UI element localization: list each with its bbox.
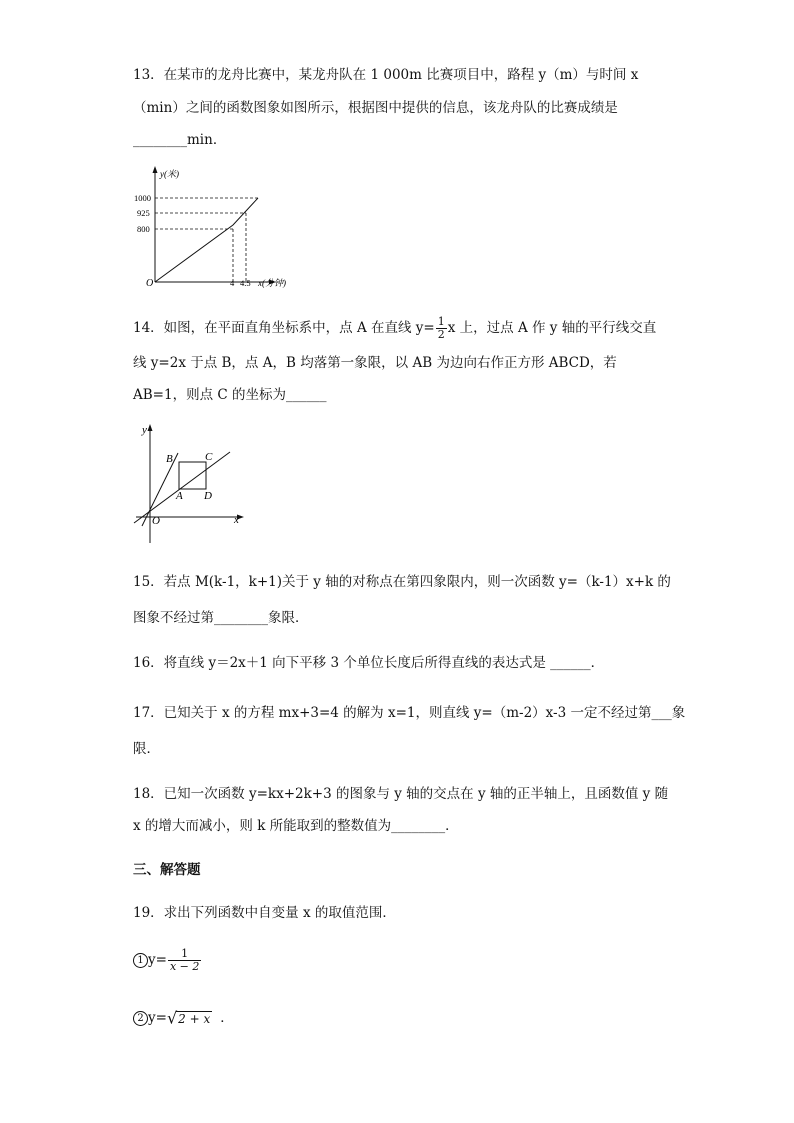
q17-line1: 17．已知关于 x 的方程 mx+3=4 的解为 x=1，则直线 y=（m-2）x-3 一定不经过第___象 [133, 705, 686, 721]
q19-item1-fraction [168, 948, 201, 973]
graph13-y-label: y(米) [160, 169, 179, 179]
q19-item1-frac-num: 1 [168, 948, 201, 961]
q18-line1: 18．已知一次函数 y=kx+2k+3 的图象与 y 轴的交点在 y 轴的正半轴上，且函数值 y 随 [133, 786, 669, 802]
q17-line2: 限． [133, 741, 160, 757]
graph14-point-d: D [204, 490, 212, 502]
q19-line1: 19．求出下列函数中自变量 x 的取值范围． [133, 905, 396, 921]
q19-item2-radicand: 2 + x [178, 1012, 211, 1026]
q14-frac-den: 2 [437, 328, 445, 341]
graph14-point-a: A [176, 490, 183, 502]
graph14-y: y [142, 424, 147, 436]
q14-line2: 线 y=2x 于点 B，点 A，B 均落第一象限，以 AB 为边向右作正方形 ABCD，若 [133, 355, 617, 371]
q19-item2-suffix: ． [220, 1010, 234, 1026]
graph13-tick-4: 4 [230, 278, 235, 288]
q18-line2: x 的增大而减小，则 k 所能取到的整数值为________． [133, 818, 459, 834]
graph13-x-label: x(分钟) [258, 278, 286, 288]
q19-item2-prefix: y= [148, 1010, 167, 1026]
q14-line1-text-b: x 上，过点 A 作 y 轴的平行线交直 [447, 320, 657, 336]
q19-item2 [133, 1008, 234, 1029]
graph14-point-b: B [166, 453, 173, 465]
section-3-title: 三、解答题 [133, 862, 201, 878]
q13-line2: （min）之间的函数图象如图所示，根据图中提供的信息，该龙舟队的比赛成绩是 [133, 100, 618, 116]
q19-item2-number: 2 [133, 1011, 148, 1026]
graph13-tick-1000: 1000 [134, 193, 151, 203]
q14-line3: AB=1，则点 C 的坐标为______ [133, 387, 327, 403]
graph13-tick-4-5: 4.5 [240, 278, 251, 288]
graph14-point-c: C [205, 451, 213, 463]
graph13-origin: O [146, 278, 154, 289]
graph14-origin: O [152, 515, 160, 527]
graph14-x: x [234, 514, 239, 526]
q14-fraction [436, 316, 447, 341]
q15-line2: 图象不经过第________象限． [133, 610, 309, 626]
q19-item1-frac-den: x − 2 [169, 960, 200, 973]
graph-13 [130, 160, 300, 295]
q14-frac-num: 1 [437, 315, 445, 328]
graph13-tick-925: 925 [137, 208, 150, 218]
q13-line1: 13．在某市的龙舟比赛中，某龙舟队在 1 000m 比赛项目中，路程 y（m）与时间 x [133, 67, 639, 83]
q15-line1: 15．若点 M(k-1，k+1)关于 y 轴的对称点在第四象限内，则一次函数 y=（k-1）x+k 的 [133, 574, 671, 590]
q14-line1-text-a: 14．如图，在平面直角坐标系中，点 A 在直线 y= [133, 320, 435, 336]
graph-14 [128, 418, 253, 546]
q16-line1: 16．将直线 y＝2x＋1 向下平移 3 个单位长度后所得直线的表达式是 ______． [133, 655, 605, 671]
q19-item1 [133, 945, 202, 975]
q19-item1-prefix: y= [148, 952, 167, 968]
q13-line3: ________min． [133, 132, 227, 148]
sqrt-icon: √ [166, 1008, 178, 1028]
q19-item1-number: 1 [133, 953, 148, 968]
graph13-tick-800: 800 [137, 224, 150, 234]
q14-line1 [133, 314, 656, 342]
